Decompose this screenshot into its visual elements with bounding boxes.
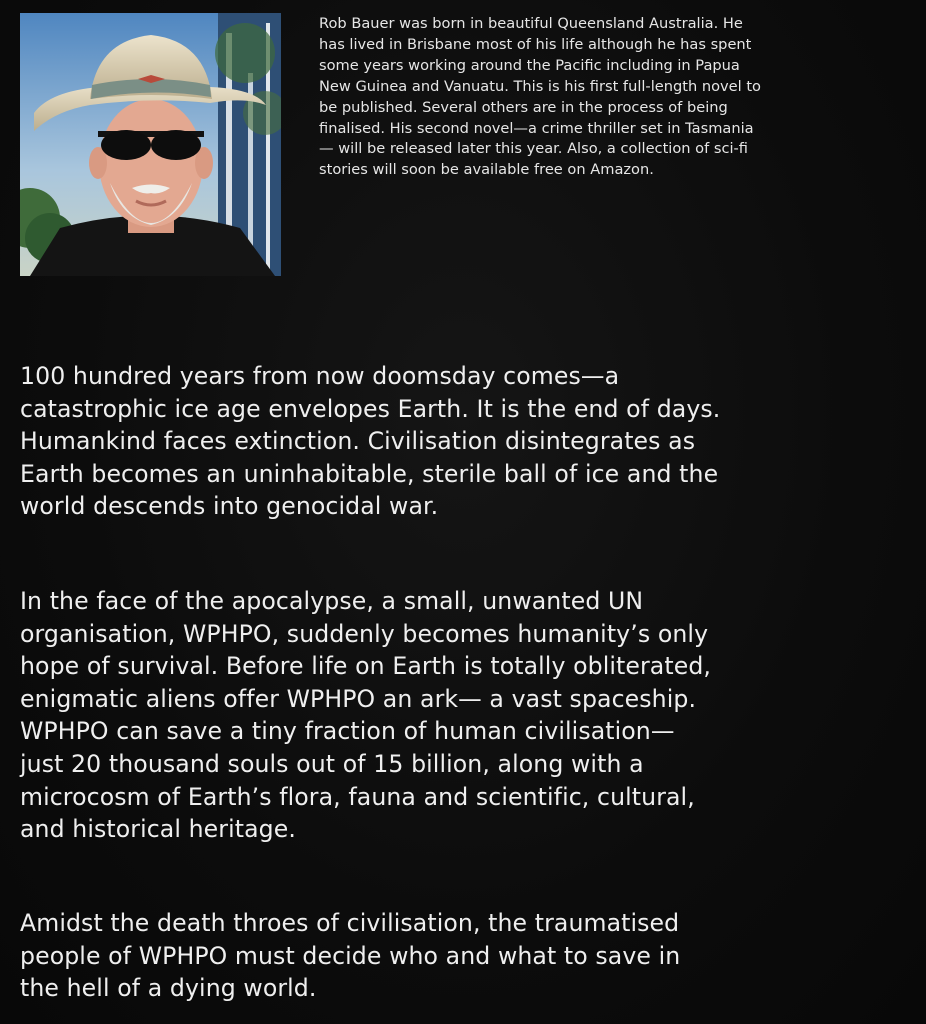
blurb-line: Earth becomes an uninhabitable, sterile ball of ice and the <box>20 459 719 488</box>
blurb-line: In the face of the apocalypse, a small, unwanted UN <box>20 587 644 615</box>
blurb-line: WPHPO can save a tiny fraction of human civilisation— <box>20 717 675 746</box>
blurb-line: world descends into genocidal war. <box>20 492 439 521</box>
author-bio-line: stories will soon be available free on Amazon. <box>319 161 654 179</box>
author-bio-line: — will be released later this year. Also, a collection of sci-fi <box>319 140 749 158</box>
blurb-line: Amidst the death throes of civilisation, the traumatised <box>20 909 680 937</box>
author-bio <box>319 14 919 181</box>
author-bio-line: some years working around the Pacific including in Papua <box>319 56 740 74</box>
author-photo <box>20 13 281 276</box>
blurb-line: and historical heritage. <box>20 815 296 844</box>
author-bio-line: has lived in Brisbane most of his life although he has spent <box>319 35 752 53</box>
blurb-line: organisation, WPHPO, suddenly becomes humanity’s only <box>20 619 709 648</box>
blurb-paragraph-3 <box>20 907 920 1005</box>
author-bio-line: be published. Several others are in the process of being <box>319 98 728 116</box>
author-bio-line: New Guinea and Vanuatu. This is his first full-length novel to <box>319 77 761 95</box>
blurb-line: microcosm of Earth’s flora, fauna and scientific, cultural, <box>20 782 695 811</box>
blurb-paragraph-1 <box>20 360 920 523</box>
blurb-line: catastrophic ice age envelopes Earth. It is the end of days. <box>20 394 721 423</box>
blurb-line: hope of survival. Before life on Earth is totally obliterated, <box>20 652 711 681</box>
blurb-paragraph-2 <box>20 585 920 846</box>
blurb-line: Humankind faces extinction. Civilisation disintegrates as <box>20 427 696 456</box>
author-bio-line: finalised. His second novel—a crime thriller set in Tasmania <box>319 119 754 137</box>
blurb-line: 100 hundred years from now doomsday comes—a <box>20 362 620 390</box>
author-bio-line: Rob Bauer was born in beautiful Queensland Australia. He <box>319 15 743 32</box>
blurb-line: enigmatic aliens offer WPHPO an ark— a vast spaceship. <box>20 684 697 713</box>
blurb-line: the hell of a dying world. <box>20 974 317 1003</box>
blurb-line: people of WPHPO must decide who and what to save in <box>20 941 681 970</box>
blurb-line: just 20 thousand souls out of 15 billion, along with a <box>20 749 644 778</box>
